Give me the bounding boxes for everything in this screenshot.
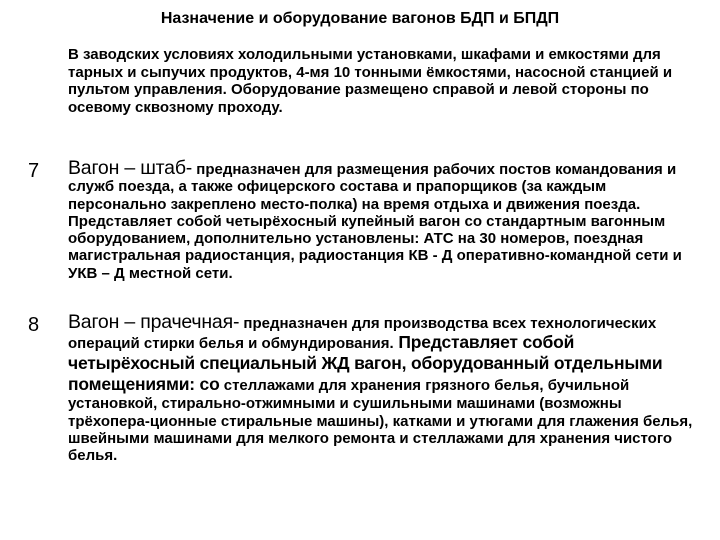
item-8-paragraph bbox=[68, 311, 693, 465]
item-8-heading: Вагон – прачечная- bbox=[68, 311, 240, 333]
item-number-7: 7 bbox=[28, 160, 40, 182]
item-8-text-continued: стеллажами для хранения грязного белья, бучильной установкой, стирально-отжимными и сушильными машинами (возможны трёхопера-ционные стиральные машины), катками и утюгами для глажения белья, швейными машинами для мелкого ремонта и стеллажами для хранения чистого белья. bbox=[68, 377, 693, 465]
slide-title: Назначение и оборудование вагонов БДП и БПДП bbox=[160, 10, 560, 27]
item-8-text: предназначен для производства всех технологических операций стирки белья и обмундирования. bbox=[68, 315, 657, 353]
item-number-8: 8 bbox=[28, 314, 40, 336]
intro-paragraph: В заводских условиях холодильными установками, шкафами и емкостями для тарных и сыпучих продуктов, 4-мя 10 тонными ёмкостями, насосной станцией и пультом управления. Оборудование размещено справой и левой стороны по осевому сквозному проходу. bbox=[68, 46, 673, 116]
item-7-heading: Вагон – штаб- bbox=[68, 157, 193, 179]
item-8-emphasis: Представляет собой четырёхосный специальный ЖД вагон, оборудованный отдельными помещениями: со bbox=[68, 332, 663, 395]
item-7-paragraph bbox=[68, 157, 708, 282]
item-7-text: предназначен для размещения рабочих постов командования и служб поезда, а также офицерского состава и прапорщиков (за каждым персонально закреплено место-полка) на время отдыха и движения поезда. Представляет собой четырёхосный купейный вагон со стандартным вагонным оборудованием, дополнительно установлены: АТС на 30 номеров, поездная магистральная радиостанция, радиостанция КВ - Д оперативно-командной сети и УКВ – Д местной сети. bbox=[68, 161, 682, 282]
